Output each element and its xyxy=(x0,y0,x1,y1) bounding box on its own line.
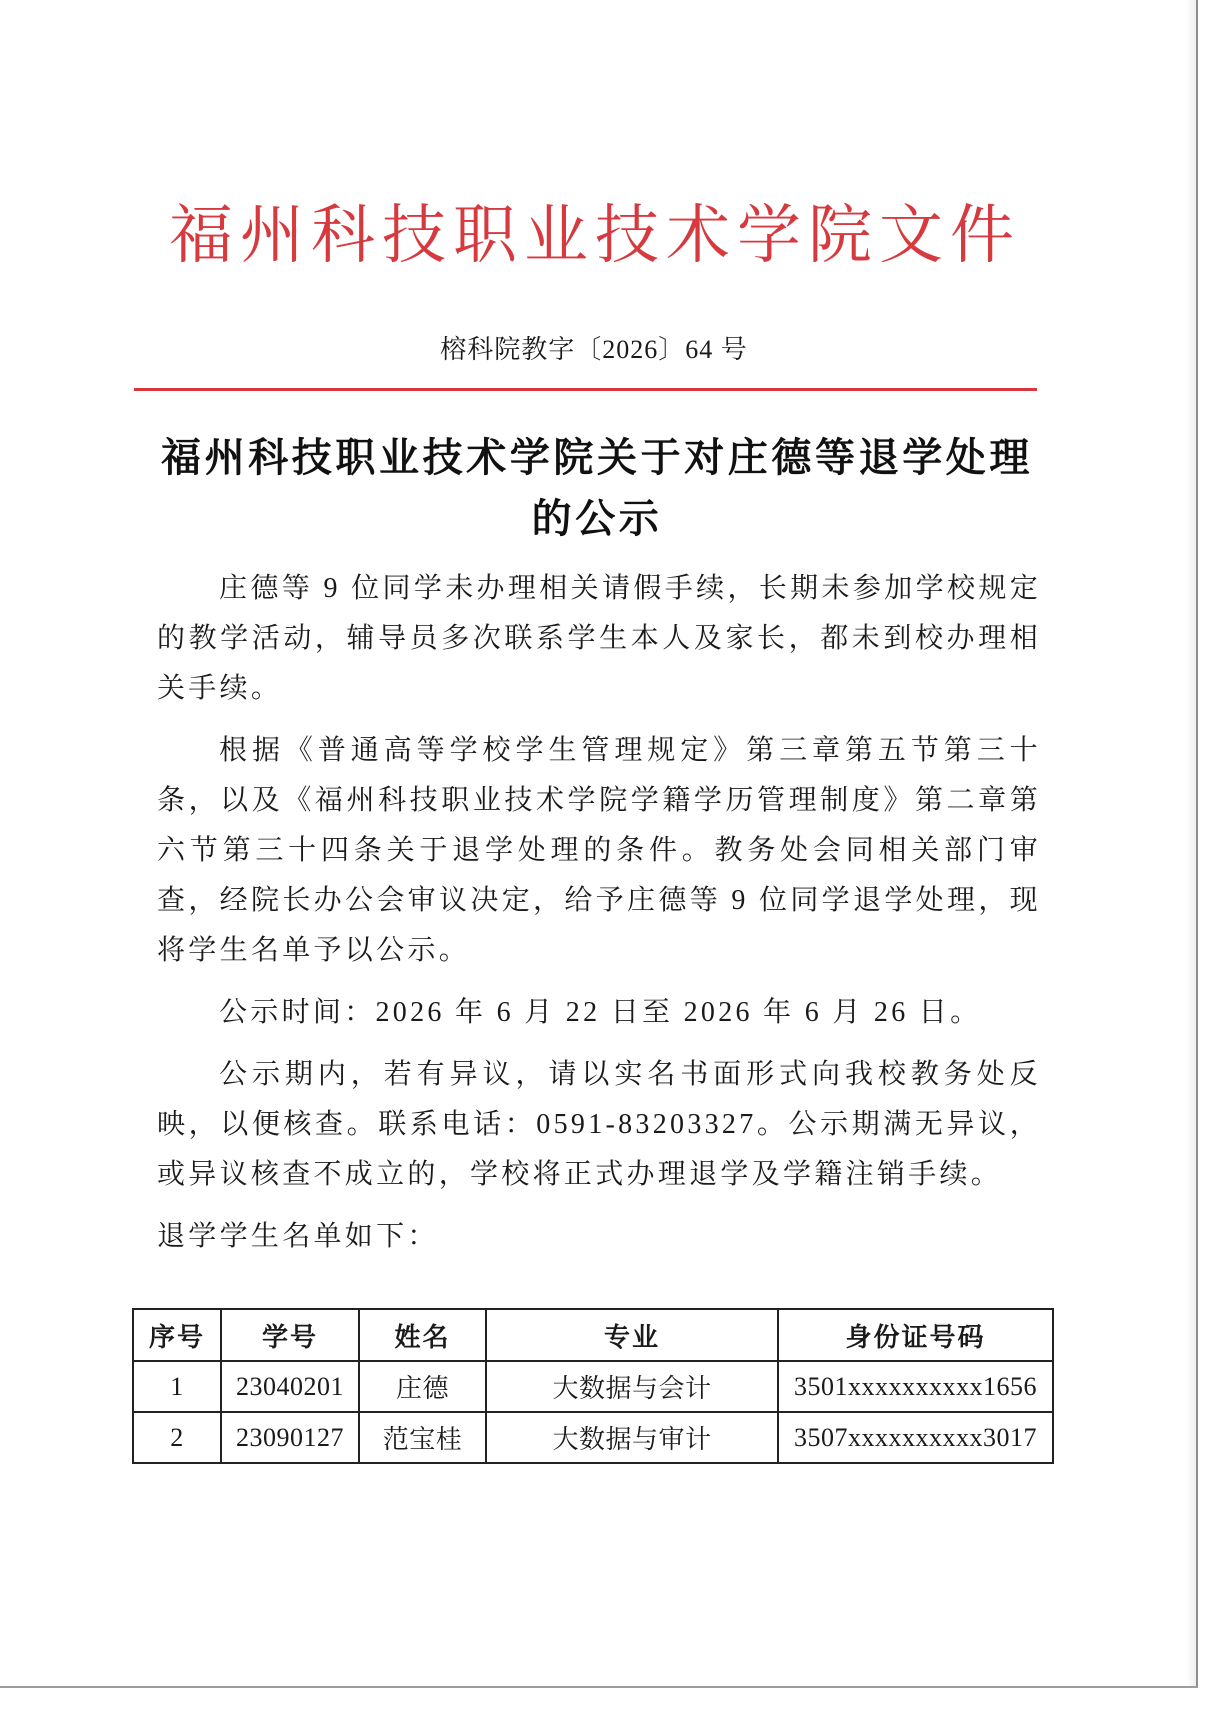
body-paragraph-1: 庄德等 9 位同学未办理相关请假手续，长期未参加学校规定的教学活动，辅导员多次联系学生本人及家长，都未到校办理相关手续。 xyxy=(157,573,1041,704)
table-body xyxy=(133,1361,1053,1463)
column-header-student-id: 学号 xyxy=(221,1309,359,1361)
body-paragraph-4: 公示期内，若有异议，请以实名书面形式向我校教务处反映，以便核查。联系电话：0591-83203327。公示期满无异议，或异议核查不成立的，学校将正式办理退学及学籍注销手续。 xyxy=(157,1059,1041,1190)
column-header-name: 姓名 xyxy=(359,1309,486,1361)
body-paragraph-2: 根据《普通高等学校学生管理规定》第三章第五节第三十条，以及《福州科技职业技术学院学籍学历管理制度》第二章第六节第三十四条关于退学处理的条件。教务处会同相关部门审查，经院长办公会审议决定，给予庄德等 9 位同学退学处理，现将学生名单予以公示。 xyxy=(157,735,1041,966)
cell-student-id: 23090127 xyxy=(221,1412,359,1463)
list-intro: 退学学生名单如下： xyxy=(157,1221,439,1252)
cell-major: 大数据与会计 xyxy=(486,1361,778,1412)
org-header-title: 福州科技职业技术学院文件 xyxy=(169,199,1021,273)
cell-id-card: 3501xxxxxxxxxx1656 xyxy=(778,1361,1053,1412)
document-number: 榕科院教字〔2026〕64 号 xyxy=(440,335,748,364)
table-row xyxy=(133,1361,1053,1412)
cell-major: 大数据与审计 xyxy=(486,1412,778,1463)
document-body xyxy=(157,564,1041,1274)
cell-name: 范宝桂 xyxy=(359,1412,486,1463)
table-header xyxy=(133,1309,1053,1361)
cell-student-id: 23040201 xyxy=(221,1361,359,1412)
cell-name: 庄德 xyxy=(359,1361,486,1412)
scan-shadow xyxy=(1186,0,1196,1686)
body-paragraph-3: 公示时间：2026 年 6 月 22 日至 2026 年 6 月 26 日。 xyxy=(219,997,982,1028)
document-title xyxy=(140,427,1054,549)
cell-id-card: 3507xxxxxxxxxx3017 xyxy=(778,1412,1053,1463)
red-divider-line xyxy=(134,388,1037,391)
column-header-id-card: 身份证号码 xyxy=(778,1309,1053,1361)
cell-index: 1 xyxy=(133,1361,221,1412)
table-row xyxy=(133,1412,1053,1463)
student-list-table xyxy=(132,1308,1054,1464)
table-header-row xyxy=(133,1309,1053,1361)
cell-index: 2 xyxy=(133,1412,221,1463)
column-header-index: 序号 xyxy=(133,1309,221,1361)
scan-edge-bottom-line xyxy=(0,1686,1198,1688)
column-header-major: 专业 xyxy=(486,1309,778,1361)
scan-edge-right-line xyxy=(1196,0,1198,1688)
document-title-line-1: 福州科技职业技术学院关于对庄德等退学处理 xyxy=(161,434,1033,481)
document-title-line-2: 的公示 xyxy=(531,495,663,542)
